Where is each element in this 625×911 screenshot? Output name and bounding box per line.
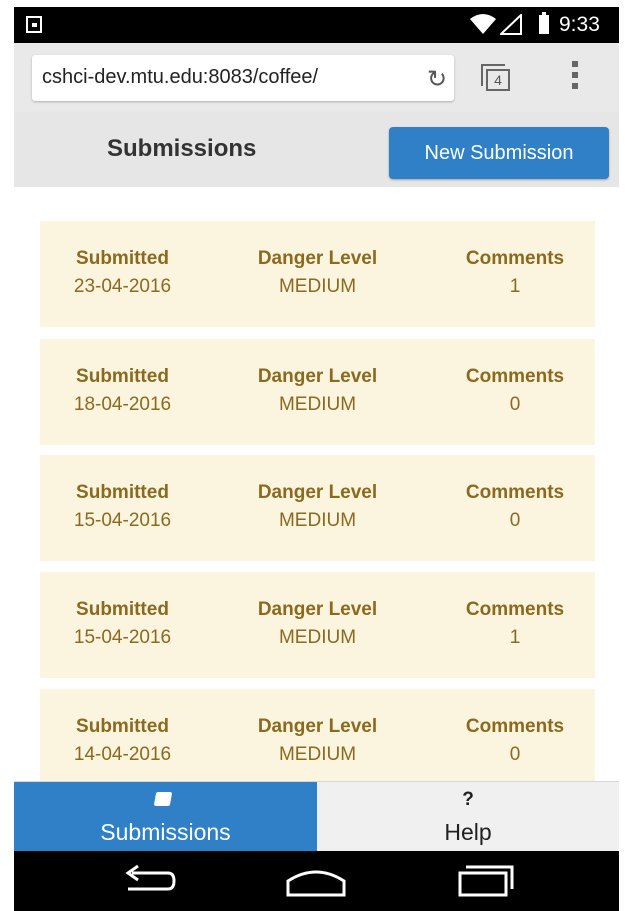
overflow-menu-icon[interactable] — [572, 61, 578, 95]
new-submission-button[interactable]: New Submission — [389, 127, 609, 179]
submitted-column — [40, 599, 205, 649]
comments-column — [435, 716, 595, 766]
submitted-column — [40, 248, 205, 298]
submission-card[interactable] — [40, 689, 595, 781]
submitted-column — [40, 482, 205, 532]
menu-dot — [572, 83, 578, 89]
submitted-column — [40, 716, 205, 766]
menu-dot — [572, 61, 578, 67]
danger-value: MEDIUM — [278, 744, 357, 765]
reload-icon[interactable]: ↻ — [427, 66, 448, 93]
submitted-label: Submitted — [76, 599, 169, 620]
download-notification-icon — [26, 16, 42, 33]
comments-column — [435, 599, 595, 649]
submitted-date: 18-04-2016 — [73, 394, 172, 415]
tab-submissions-label: Submissions — [100, 819, 231, 845]
wifi-icon — [470, 13, 496, 35]
danger-column — [230, 716, 405, 766]
submissions-list[interactable] — [14, 187, 619, 781]
tab-help-label: Help — [444, 819, 492, 845]
danger-column — [230, 248, 405, 298]
danger-label: Danger Level — [257, 248, 378, 269]
submission-card[interactable] — [40, 572, 595, 678]
danger-label: Danger Level — [257, 599, 378, 620]
battery-icon — [539, 15, 549, 34]
submitted-label: Submitted — [76, 482, 169, 503]
danger-column — [230, 366, 405, 416]
comments-column — [435, 482, 595, 532]
back-icon[interactable] — [118, 861, 178, 901]
signal-icon — [500, 14, 522, 35]
submission-card[interactable] — [40, 339, 595, 445]
submitted-label: Submitted — [76, 716, 169, 737]
comments-label: Comments — [465, 248, 565, 269]
submitted-date: 14-04-2016 — [73, 744, 172, 765]
tab-help[interactable] — [317, 782, 619, 852]
submitted-date: 15-04-2016 — [73, 627, 172, 648]
submitted-date: 23-04-2016 — [73, 276, 172, 297]
system-navigation-bar — [14, 851, 619, 911]
tab-submissions[interactable] — [14, 782, 317, 852]
danger-column — [230, 599, 405, 649]
submitted-column — [40, 366, 205, 416]
question-icon: ? — [462, 789, 474, 810]
browser-toolbar — [14, 43, 619, 113]
comments-count: 0 — [509, 744, 521, 765]
submission-card[interactable] — [40, 455, 595, 561]
danger-label: Danger Level — [257, 716, 378, 737]
status-clock: 9:33 — [559, 13, 600, 36]
comments-count: 1 — [509, 276, 521, 297]
comments-label: Comments — [465, 599, 565, 620]
comments-count: 0 — [509, 510, 521, 531]
danger-column — [230, 482, 405, 532]
submitted-label: Submitted — [76, 248, 169, 269]
comments-count: 0 — [509, 394, 521, 415]
status-bar — [14, 7, 619, 43]
comments-label: Comments — [465, 716, 565, 737]
submitted-label: Submitted — [76, 366, 169, 387]
danger-value: MEDIUM — [278, 627, 357, 648]
app-header — [14, 113, 619, 187]
danger-value: MEDIUM — [278, 394, 357, 415]
danger-label: Danger Level — [257, 482, 378, 503]
danger-label: Danger Level — [257, 366, 378, 387]
comments-label: Comments — [465, 366, 565, 387]
recent-apps-icon[interactable] — [454, 861, 518, 901]
address-bar[interactable] — [32, 55, 454, 101]
menu-dot — [572, 72, 578, 78]
danger-value: MEDIUM — [278, 276, 357, 297]
page-title: Submissions — [107, 135, 257, 162]
tab-count: 4 — [486, 69, 510, 91]
comments-label: Comments — [465, 482, 565, 503]
submission-card[interactable] — [40, 221, 595, 327]
comments-count: 1 — [509, 627, 521, 648]
bottom-navigation — [14, 781, 619, 852]
danger-value: MEDIUM — [278, 510, 357, 531]
comments-column — [435, 366, 595, 416]
url-text: cshci-dev.mtu.edu:8083/coffee/ — [42, 66, 319, 88]
home-icon[interactable] — [284, 861, 348, 901]
submitted-date: 15-04-2016 — [73, 510, 172, 531]
book-icon — [154, 792, 172, 806]
tabs-icon[interactable] — [481, 64, 511, 92]
phone-screen — [14, 7, 619, 911]
comments-column — [435, 248, 595, 298]
